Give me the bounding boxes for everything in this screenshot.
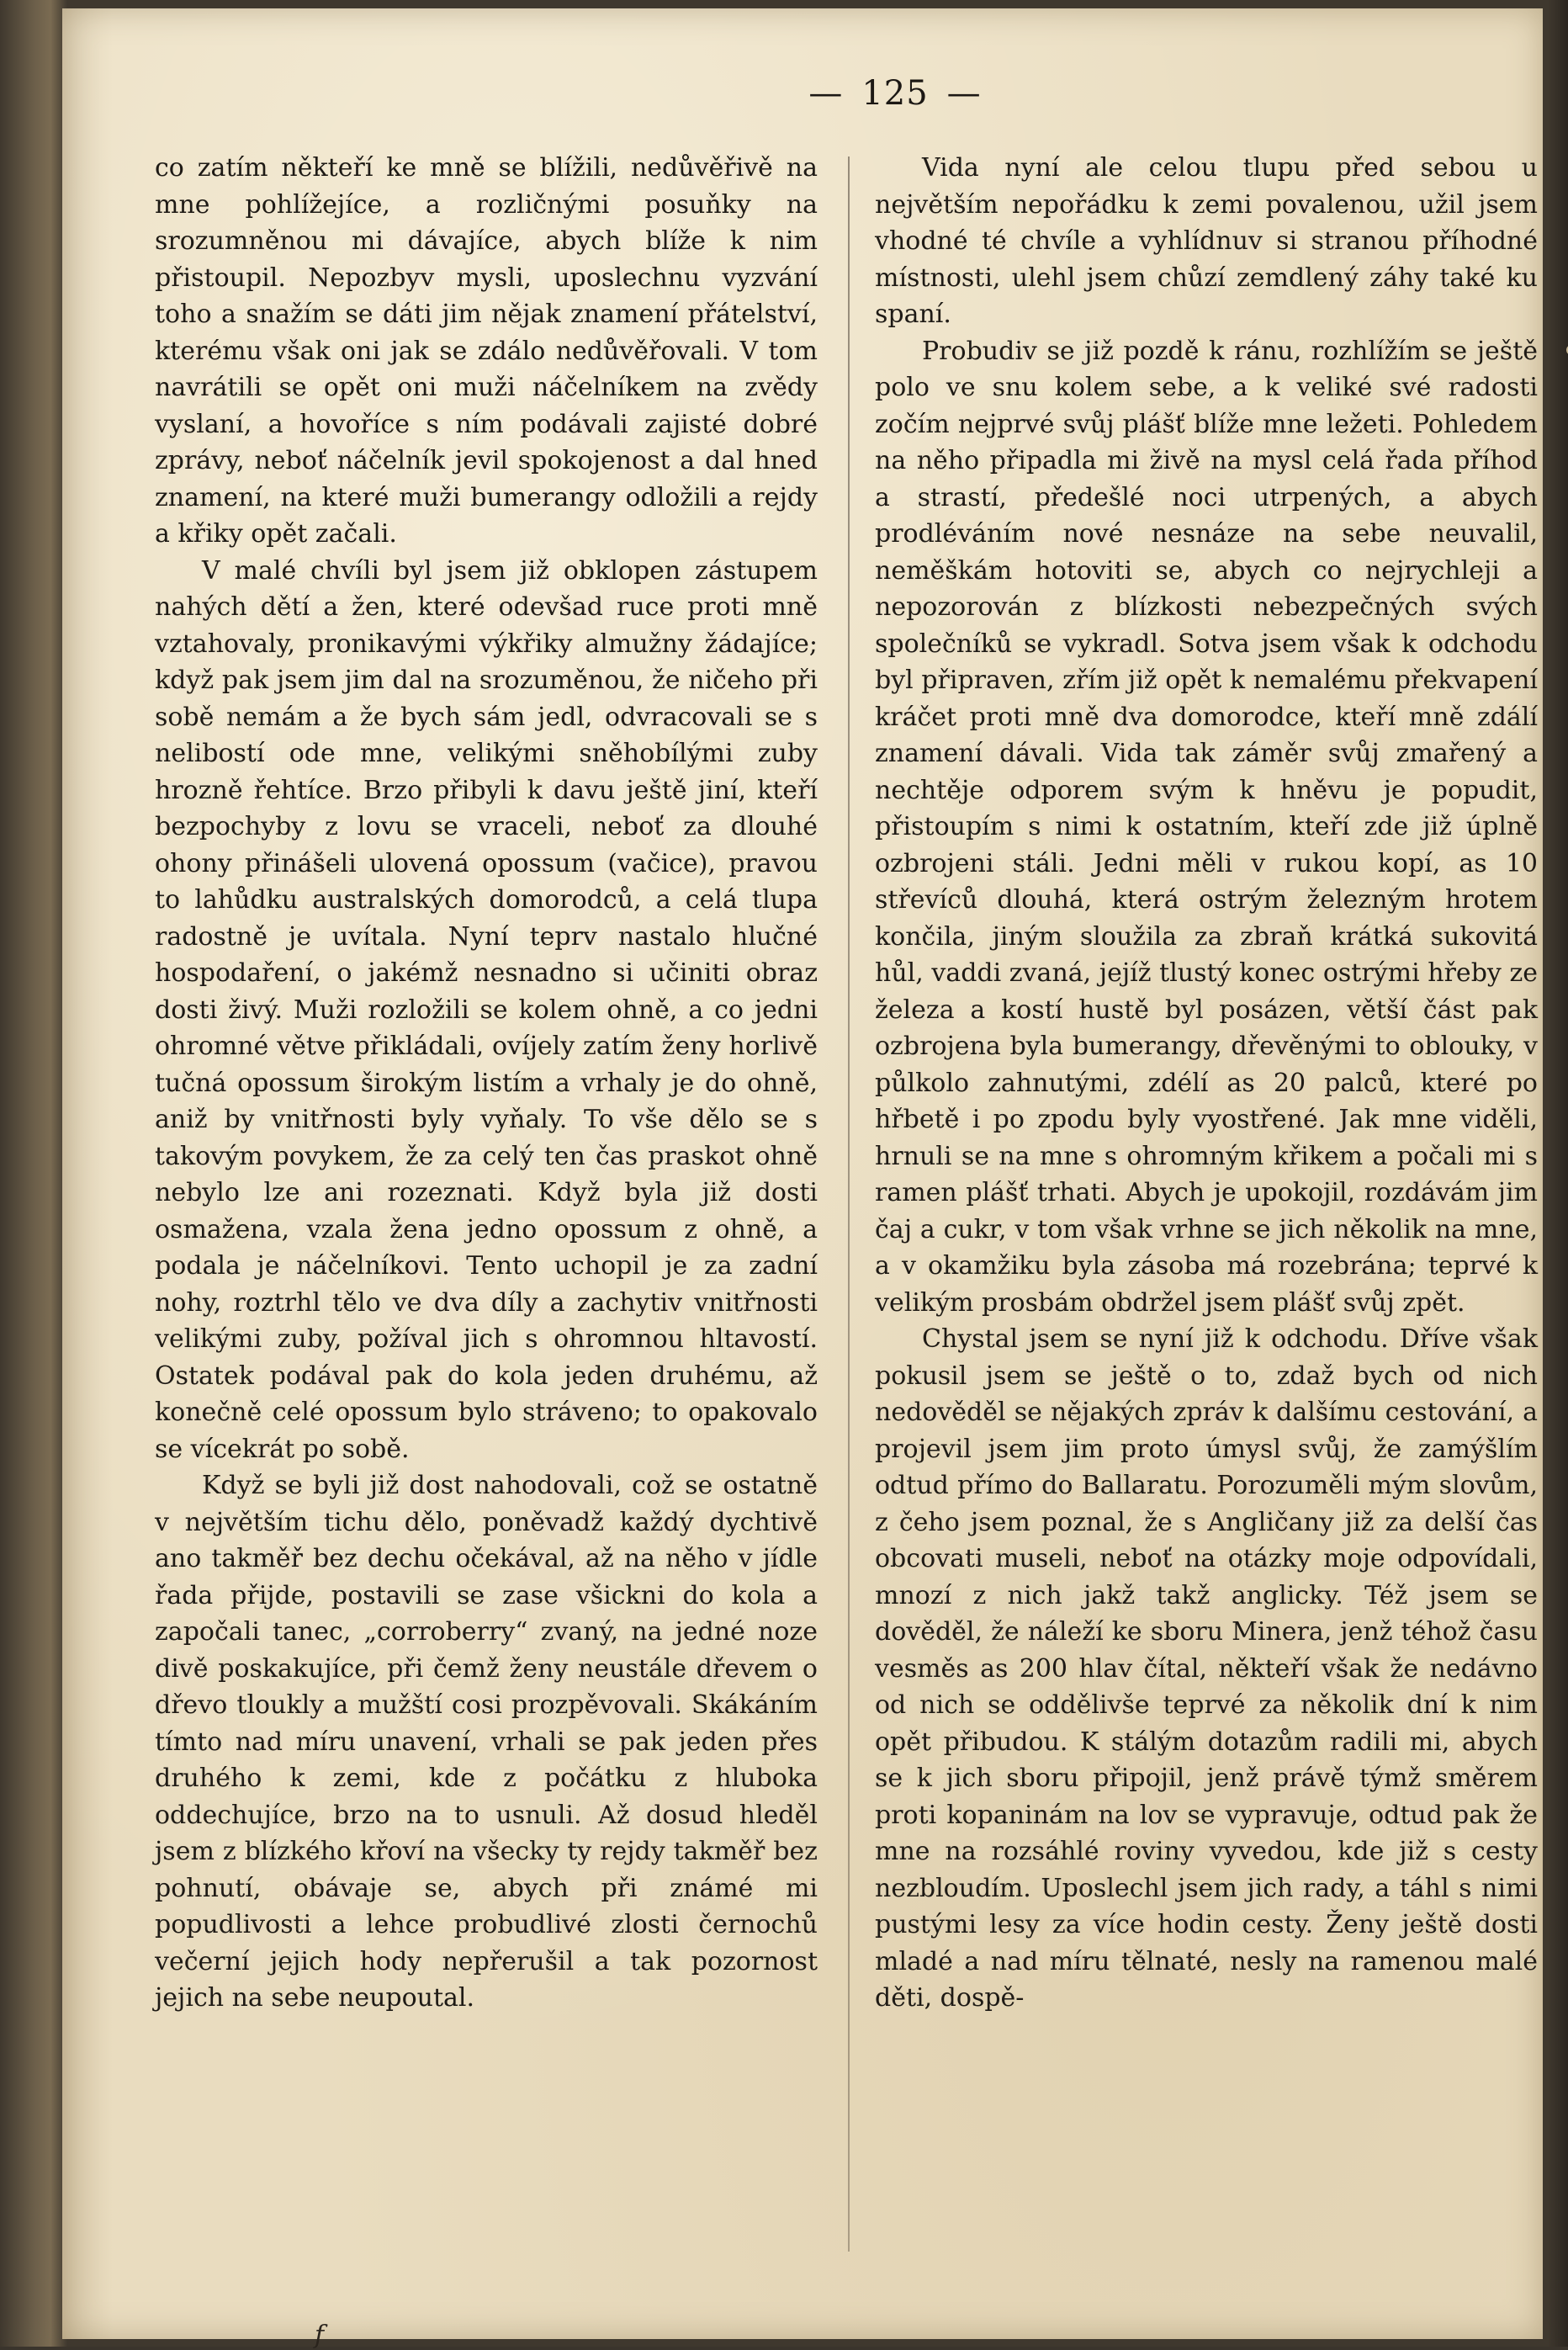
page-number: — 125 — bbox=[808, 74, 982, 113]
page-number-value: 125 bbox=[861, 74, 929, 113]
paragraph: Vida nyní ale celou tlupu před sebou u největším nepořádku k zemi povalenou, užil jsem vhodné té chvíle a vyhlídnuv si stranou příhodné místnosti, ulehl jsem chůzí zemdlený záhy také ku spaní. bbox=[875, 153, 1538, 329]
right-column bbox=[875, 150, 1538, 2017]
paragraph: V malé chvíli byl jsem již obklopen zástupem nahých dětí a žen, které odevšad ruce proti mně vztahovaly, pronikavými výkřiky almužny žádajíce; když pak jsem jim dal na srozuměnou, že ničeho při sobě nemám a že bych sám jedl, odvracovali se s nelibostí ode mne, velikými sněhobílými zuby hrozně řehtíce. Brzo přibyli k davu ještě jiní, kteří bezpochyby z lovu se vraceli, neboť za dlouhé ohony přinášeli ulovená opossum (vačice), pravou to lahůdku australských domorodců, a celá tlupa radostně je uvítala. Nyní teprv nastalo hlučné hospodaření, o jakémž nesnadno si učiniti obraz dosti živý. Muži rozložili se kolem ohně, a co jedni ohromné větve přikládali, ovíjely zatím ženy horlivě tučná opossum širokým listím a vrhaly je do ohně, aniž by vnitřnosti byly vyňaly. To vše dělo se s takovým povykem, že za celý ten čas praskot ohně nebylo lze ani rozeznati. Když byla již dosti osmažena, vzala žena jedno opossum z ohně, a podala je náčelníkovi. Tento uchopil je za zadní nohy, roztrhl tělo ve dva díly a zachytiv vnitřnosti velikými zuby, požíval jich s ohromnou hltavostí. Ostatek podával pak do kola jeden druhému, až konečně celé opossum bylo stráveno; to opakovalo se vícekrát po sobě. bbox=[155, 555, 818, 1464]
paragraph: co zatím někteří ke mně se blížili, nedůvěřivě na mne pohlížejíce, a rozličnými posuňky na srozumněnou mi dávajíce, abych blíže k nim přistoupil. Nepozbyv mysli, uposlechnu vyzvání toho a snažím se dáti jim nějak znamení přátelství, kterému však oni jak se zdálo nedůvěřovali. V tom navrátili se opět oni muži náčelníkem na zvědy vyslaní, a hovoříce s ním podávali zajisté dobré zprávy, neboť náčelník jevil spokojenost a dal hned znamení, na které muži bumerangy odložili a rejdy a křiky opět začali. bbox=[155, 153, 818, 549]
paragraph: Když se byli již dost nahodovali, což se ostatně v největším tichu dělo, poněvadž každý dychtivě ano takměř bez dechu očekával, až na něho v jídle řada přijde, postavili se zase všickni do kola a započali tanec, „corroberry“ zvaný, na jedné noze divě poskakujíce, při čemž ženy neustále dřevem o dřevo tloukly a mužští cosi prozpěvovali. Skákáním tímto nad míru unavení, vrhali se pak jeden přes druhého k zemi, kde z počátku z hluboka oddechujíce, brzo na to usnuli. Až dosud hleděl jsem z blízkého křoví na všecky ty rejdy takměř bez pohnutí, obávaje se, abych při známé mi popudlivosti a lehce probudlivé zlosti černochů večerní jejich hody nepřerušil a tak pozornost jejich na sebe neupoutal. bbox=[155, 1471, 818, 2013]
stray-ink-mark: f bbox=[315, 2321, 325, 2350]
paragraph: Chystal jsem se nyní již k odchodu. Dříve však pokusil jsem se ještě o to, zdaž bych od nich nedověděl se nějakých zpráv k dalšímu cestování, a projevil jsem jim proto úmysl svůj, že zamýšlím odtud přímo do Ballaratu. Porozuměli mým slovům, z čeho jsem poznal, že s Angličany již za delší čas obcovati museli, neboť na otázky moje odpovídali, mnozí z nich jakž takž anglicky. Též jsem se dověděl, že náleží ke sboru Minera, jenž téhož času vesměs as 200 hlav čítal, někteří však že nedávno od nich se oddělivše teprvé za několik dní k nim opět přibudou. K stálým dotazům radili mi, abych se k jich sboru připojil, jenž právě týmž směrem proti kopaninám na lov se vypravuje, odtud pak že mne na rozsáhlé roviny vyvedou, kde již s cesty nezbloudím. Uposlechl jsem jich rady, a táhl s nimi pustými lesy za více hodin cesty. Ženy ještě dosti mladé a nad míru tělnaté, nesly na ramenou malé děti, dospě- bbox=[875, 1324, 1538, 2013]
paragraph: Probudiv se již pozdě k ránu, rozhlížím se ještě polo ve snu kolem sebe, a k veliké své radosti zočím nejprvé svůj plášť blíže mne ležeti. Pohledem na něho připadla mi živě na mysl celá řada příhod a strastí, předešlé noci utrpených, a abych prodléváním nové nesnáze na sebe neuvalil, neměškám hotoviti se, abych co nejrychleji a nepozorován z blízkosti nebezpečných svých společníků se vykradl. Sotva jsem však k odchodu byl připraven, zřím již opět k nemalému překvapení kráčet proti mně dva domorodce, kteří mně zdálí znamení dávali. Vida tak záměr svůj zmařený a nechtěje odporem svým k hněvu je popudit, přistoupím s nimi k ostatním, kteří zde již úplně ozbrojeni stáli. Jedni měli v rukou kopí, as 10 střevíců dlouhá, která ostrým železným hrotem končila, jiným sloužila za zbraň krátká sukovitá hůl, vaddi zvaná, jejíž tlustý konec ostrými hřeby ze železa a kostí hustě byl posázen, větší část pak ozbrojena byla bumerangy, dřevěnými to oblouky, v půlkolo zahnutými, zdélí as 20 palců, které po hřbetě i po zpodu byly vyostřené. Jak mne viděli, hrnuli se na mne s ohromným křikem a počali mi s ramen plášť trhati. Abych je upokojil, rozdávám jim čaj a cukr, v tom však vrhne se jich několik na mne, a v okamžiku byla zásoba má rozebrána; teprvé k velikým prosbám obdržel jsem plášť svůj zpět. bbox=[875, 336, 1538, 1318]
column-divider bbox=[848, 156, 850, 2252]
left-column bbox=[155, 150, 818, 2017]
book-page bbox=[62, 8, 1543, 2350]
